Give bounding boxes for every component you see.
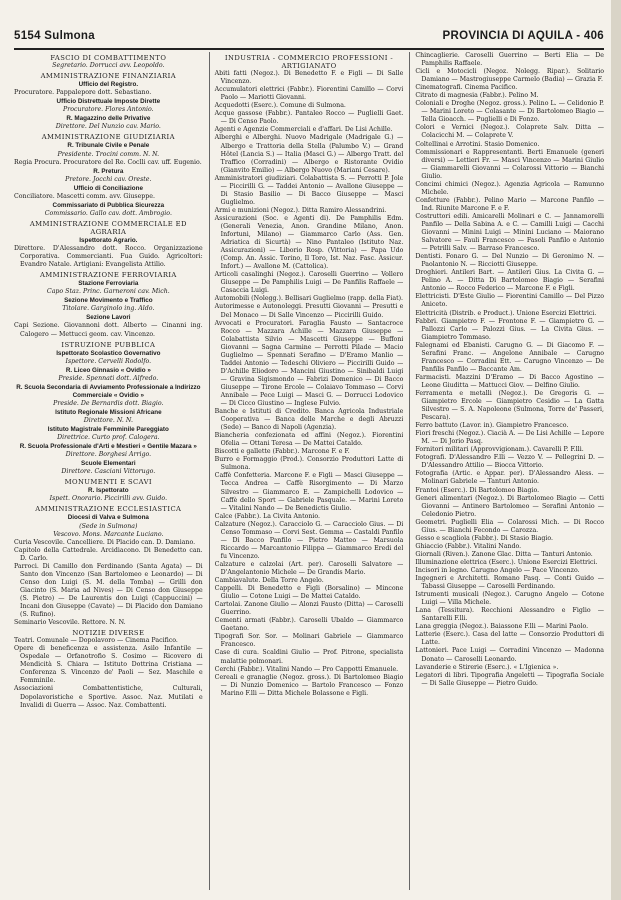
entry: Fabbri. Giampietro F. — Frontone F. — Giampietro G. — Pallozzi Carlo — Palozzi Gius. — La Civita Gius. — Giampietro Tommaso. bbox=[415, 317, 605, 341]
entry: Coltellinai e Arrotini. Stasio Domenico. bbox=[415, 140, 540, 148]
entry: Fornitori militari (Approvvigionam.). Cavarelli P. F.lli. bbox=[415, 446, 584, 454]
entry: Elettricisti. D'Este Giulio — Fiorentini Camillo — Del Pizzo Aniceto. bbox=[415, 293, 605, 309]
sub-heading: R. Pretura bbox=[93, 167, 124, 175]
entry: Cappelli. Di Benedetto e Figli (Borsalino) — Mincone Giulio — Cotone Luigi — De Mattei Cataldo. bbox=[214, 585, 404, 601]
entry: Vescovo. Mons. Marcante Luciano. bbox=[53, 530, 164, 538]
columns bbox=[14, 52, 604, 890]
entry: Associazioni Combattentistiche, Culturali, Dopolavoristiche e Sportive. Assoc. Naz. Mutilati e Invalidi di Guerra — Assoc. Naz. Combattenti. bbox=[14, 685, 203, 709]
entry: Generi alimentari (Negoz.). Di Bartolomeo Biagio — Cetti Giovanni — Antinero Bartolomeo — Serafini Antonio — Celedonio Pietro. bbox=[415, 494, 605, 518]
entry: Citrato di magnesia (Fabbr.). Pelino M. bbox=[415, 92, 539, 100]
entry: Abiti fatti (Negoz.). Di Benedetto F. e Figli — Di Salle Vincenzo. bbox=[214, 70, 404, 86]
entry: Segretario. Dorrucci avv. Leopoldo. bbox=[52, 62, 165, 70]
entry: Direttore. Casciani Vittorugo. bbox=[61, 468, 156, 476]
entry: Tipografi Sor. Sor. — Molinari Gabriele — Giammarco Francesco. bbox=[214, 633, 404, 649]
entry: Calce (Fabbr.). La Civita Antonio. bbox=[214, 512, 321, 520]
sub-heading: Istituto Regionale Missioni Africane bbox=[55, 408, 162, 416]
column-1 bbox=[14, 52, 203, 890]
entry: Procuratore. Flores Antonio. bbox=[63, 106, 154, 114]
entry: (Sede in Sulmona) bbox=[79, 522, 138, 530]
entry: Regia Procura. Procuratore del Re. Coclli cav. uff. Eugenio. bbox=[14, 158, 202, 166]
entry: Cinematografi. Cinema Pacifico. bbox=[415, 84, 518, 92]
sub-heading: Stazione Ferroviaria bbox=[78, 280, 139, 288]
entry: Droghieri. Antileri Bart. — Antileri Gius. La Civita G. — Pelino A. — Ditta Di Bartolomeo Biagio — Serafini Antonio — Rocco Federico — Marcone F. e Figli. bbox=[415, 269, 605, 293]
sub-heading: Ispettorato Scolastico Governativo bbox=[56, 349, 161, 357]
entry: Cambiavalute. Della Torre Angelo. bbox=[214, 577, 324, 585]
entry: Accumulatori elettrici (Fabbr.). Fiorentini Camillo — Corvi Paolo — Mariotti Giovanni. bbox=[214, 86, 404, 102]
entry: Pretore. Jocchi cav. Oreste. bbox=[65, 175, 152, 183]
sub-heading: R. Tribunale Civile e Penale bbox=[67, 142, 150, 150]
entry: Colori e Vernici (Negoz.). Colaprete Salv. Ditta — Colacicchi M. — Colaprete V. bbox=[415, 124, 605, 140]
sub-heading: R. Scuola Professionale d'Arti e Mestieri « Gentile Mazara » bbox=[19, 443, 197, 451]
entry: Lavanderie e Stirerie (Eserc.). « L'Igienica ». bbox=[415, 663, 559, 671]
entry: Capitolo della Cattedrale. Arcidiacono. Di Benedetto can. D. Carlo. bbox=[14, 546, 203, 562]
entry: Opere di beneficenza e assistenza. Asilo Infantile — Ospedale — Orfanotrofio S. Cosimo — Ricovero di Mendicità S. Chiara — Istituto Dottrina Cristiana — Conferenza S. Vincenzo de' Paoli — Sez. Maschile e Femminile. bbox=[14, 645, 203, 685]
entry: Falegnami ed Ebanisti. Carugno G. — Di Giacomo F. — Serafini Franc. — Angelone Annibale — Carugno Francesco — Corradini Ett. — Carugno Vincenzo — De Panfilis Panfilo — Baccante Am. bbox=[415, 341, 605, 373]
entry: Calzature e calzolai (Art. per). Caroselli Salvatore — D'Angelantonio Michele — De Grandis Mario. bbox=[214, 560, 404, 576]
entry: Incisori in legno. Carugno Angelo — Pace Vincenzo. bbox=[415, 567, 580, 574]
entry: Lattonieri. Pace Luigi — Corradini Vincenzo — Madonna Donato — Caroselli Leonardo. bbox=[415, 647, 605, 663]
entry: Legatori di libri. Tipografia Angeletti — Tipografia Sociale — Di Salle Giuseppe — Pietro Guido. bbox=[415, 671, 605, 687]
page-edge bbox=[611, 0, 621, 900]
sub-heading: Ispettorato Agrario. bbox=[79, 236, 138, 244]
entry: Cereali e granaglie (Negoz. gross.). Di Bartolomeo Biagio — Di Nunzio Domenico — Bartolo Francesco — Fonzo Marino F.lli — Ditta Michele Bolassone e Figli. bbox=[214, 673, 404, 697]
section-heading: AMMINISTRAZIONE GIUDIZIARIA bbox=[41, 133, 175, 142]
entry: Frantoi (Eserc.). Di Bartolomeo Biagio. bbox=[415, 486, 540, 494]
entry: Fiori freschi (Negoz.). Ciacià A. — De Lisi Achille — Lepore M. — Di Jorio Pasq. bbox=[415, 430, 605, 446]
sub-heading: R. Magazzino delle Privative bbox=[66, 115, 151, 123]
entry: Presidente. Trocini comm. N. N. bbox=[57, 150, 160, 158]
entry: Amministratori giudiziari. Colabattista S. — Perrotti P. Jole — Piccirilli G. — Taddei Antonio — Avallone Giuseppe — Di Stasio Basilio — Di Bacco Giuseppe — Masci Guglielmo. bbox=[214, 174, 404, 206]
sub-heading: Sezione Movimento e Traffico bbox=[64, 297, 153, 305]
sub-heading: Ufficio di Conciliazione bbox=[73, 184, 143, 192]
sub-heading: Scuole Elementari bbox=[81, 460, 136, 468]
section-heading: FASCIO DI COMBATTIMENTO bbox=[50, 54, 167, 62]
sub-heading: R. Ispettorato bbox=[88, 487, 129, 495]
entry: Latterie (Eserc.). Casa del latte — Consorzio Produttori di Latte. bbox=[415, 631, 605, 647]
entry: Commissario. Gallo cav. dott. Ambrogio. bbox=[44, 209, 172, 217]
entry: Cementi armati (Fabbr.). Caroselli Ubaldo — Giammarco Gaetano. bbox=[214, 617, 404, 633]
entry: Dentisti. Fonaro G. — Del Nunzio — Di Geronimo N. — Paolantonio N. — Ricciotti Giuseppe. bbox=[415, 253, 605, 269]
entry: Articoli casalinghi (Negoz.). Caroselli Guerrino — Vollero Giuseppe — De Pamphilis Luigi — De Panfilis Raffaele — Casaccia Luigi. bbox=[214, 271, 404, 295]
entry: Biancheria confezionata ed affini (Negoz.). Fiorentini Ofelia — Ottani Teresa — De Mattei Cataldo. bbox=[214, 432, 404, 448]
entry: Biscotti e gallette (Fabbr.). Marcone F. e F. bbox=[214, 448, 350, 456]
section-heading: AMMINISTRAZIONE COMMERCIALE ED AGRARIA bbox=[29, 219, 187, 236]
entry: Automobili (Nolegg.). Bellisari Guglielmo (rapp. della Fiat). bbox=[214, 295, 404, 303]
entry: Acquedotti (Eserc.). Comune di Sulmona. bbox=[214, 102, 346, 110]
sub-heading: Ufficio Distrettuale Imposte Dirette bbox=[56, 98, 161, 106]
entry: Lana (Tessitura). Recchioni Alessandro e Figlio — Santarelli F.lli. bbox=[415, 607, 605, 623]
entry: Chincaglierie. Caroselli Guerrino — Berti Elia — De Pamphilis Raffaele. bbox=[415, 52, 605, 68]
sub-heading: R. Liceo Ginnasio « Ovidio » bbox=[65, 366, 151, 374]
entry: Teatri. Comunale — Dopolavoro — Cinema Pacifico. bbox=[14, 637, 178, 645]
section-heading: ISTRUZIONE PUBBLICA bbox=[61, 340, 156, 349]
entry: Coloniali e Droghe (Negoz. gross.). Pelino L. — Celidonio P. — Marini Loreto — Colasante — Di Bartolomeo Biagio — Tella Gioacch. — Puglielli e Di Fonzo. bbox=[415, 100, 605, 124]
page-header bbox=[14, 28, 604, 50]
entry: Preside. De Bernardis dott. Biagio. bbox=[53, 399, 164, 407]
entry: Direttrice. Curto prof. Calogera. bbox=[57, 434, 160, 442]
entry: Agenti e Agenzie Commerciali e d'affari. De Lisi Achille. bbox=[214, 126, 393, 134]
entry: Lana greggia (Negoz.). Baiassone F.lli — Marini Paolo. bbox=[415, 623, 589, 631]
entry: Ferro battuto (Lavor. in). Giampietro Francesco. bbox=[415, 422, 569, 430]
section-heading: MONUMENTI E SCAVI bbox=[64, 478, 153, 487]
entry: Alberghi e Alberghi. Nuovo Madrigale (Madrigale G.) — Albergo e Trattoria della Stella (Palumbo V.) — Grand Hôtel (Lancia S.) — Italia (Masci G.) — Albergo Tratt. del Traffico (Corradini) — Albergo e Ristorante Ovidio (Gianvito Emilio) — Albergo Nuovo (Mariani Cesare). bbox=[214, 134, 404, 174]
sub-heading: Ufficio del Registro. bbox=[78, 81, 139, 89]
entry: Ingegneri e Architetti. Romano Pasq. — Conti Guido — Tabassi Giuseppe — Caroselli Ferdinando. bbox=[415, 575, 605, 591]
entry: Case di cura. Scaldini Giulio — Prof. Pitrone, specialista malattie polmonari. bbox=[214, 649, 404, 665]
entry: Parroci. Di Camillo don Ferdinando (Santa Agata) — Di Santo don Vincenzo (San Bartolomeo e Leonardo) — Di Censo don Luigi (S. M. della Tomba) — Grilli don Giacinto (S. Maria ad Nives) — Di Censo don Giuseppe (S. Pietro) — De Laurentis don Luigi (Cappuccini) — Incani don Giuseppe (Cavate) — Di Placido don Damiano (S. Rufino). bbox=[14, 562, 203, 619]
sub-heading: Commissariato di Pubblica Sicurezza bbox=[52, 201, 165, 209]
sub-heading: Istituto Magistrale Femminile Pareggiato bbox=[47, 426, 169, 434]
entry: Fotografi. D'Alessandro F.lli — Vezzo V. — Pellegrini D. — D'Alessandro Attilio — Biocca Vittorio. bbox=[415, 454, 605, 470]
entry: Burro e Formaggio (Prod.). Consorzio Produttori Latte di Sulmona. bbox=[214, 456, 404, 472]
entry: Seminario Vescovile. Rettore. N. N. bbox=[14, 619, 126, 627]
entry: Cartolai. Zanone Giulio — Alonzi Fausto (Ditta) — Caroselli Guerrino. bbox=[214, 601, 404, 617]
entry: Direttore. N. N. bbox=[83, 416, 133, 424]
entry: Istrumenti musicali (Negoz.). Carugno Angelo — Cotone Luigi — Villa Michele. bbox=[415, 591, 605, 607]
entry: Gesso e scagliola (Fabbr.). Di Stasio Biagio. bbox=[415, 534, 553, 542]
section-heading: AMMINISTRAZIONE FERROVIARIA bbox=[39, 271, 177, 280]
entry: Confetture (Fabbr.). Pelino Mario — Marcone Panfilo — Ind. Riunite Marcone F. e F. bbox=[415, 196, 605, 212]
entry: Curia Vescovile. Cancelliere. Di Placido can. D. Damiano. bbox=[14, 538, 196, 546]
entry: Ispett. Onorario. Piccirilli avv. Guido. bbox=[49, 495, 168, 503]
entry: Direttore. D'Alessandro dott. Rocco. Organizzazione Corporativa. Commercianti. Fua Guido. Agricoltori: Evandro Natale. Artigiani: Evangelista Attilio. bbox=[14, 245, 203, 269]
entry: Armi e munizioni (Negoz.). Ditta Ramiro Alessandrini. bbox=[214, 206, 387, 214]
entry: Illuminazione elettrica (Eserc.). Unione Esercizi Elettrici. bbox=[415, 558, 598, 566]
entry: Conciliatore. Mascetti comm. avv. Giuseppe. bbox=[14, 192, 155, 200]
entry: Assicurazioni (Soc. e Agenti di). De Pamphilis Edm. (Generali Venezia, Anon. Grandine Milano, Anon. Infortuni, Milano) — Giammarco Carlo (Ass. Gen. Adriatica di Sicurtà) — Nino Pantaleo (Istituto Naz. Assicurazioni) — Liborio Rosp. (Vittoria) — Papa Udo (Comp. An. Assic. Torino, Il Toro, Ist. Naz. Fasc. Assicur. Infort.) — Avallone M. (Cattolica). bbox=[214, 214, 404, 271]
entry: Caffè Confetteria. Marcone F. e Figli — Masci Giuseppe — Tecca Andrea — Caffè Risorgimento — Di Marzo Silvestro — Giammarco E. — Zampichelli Lodovico — Caffè dello Sport — Gabriele Pasquale. — Marini Loreto — Vitalini Nando — De Benedictis Giulio. bbox=[214, 472, 404, 512]
entry: Elettricità (Distrib. e Product.). Unione Esercizi Elettrici. bbox=[415, 309, 597, 317]
column-2 bbox=[209, 52, 404, 890]
entry: Direttore. Borghesi Arrigo. bbox=[65, 451, 152, 459]
entry: Avvocati e Procuratori. Faraglia Fausto — Santacroce Rocco — Mazzara Achille — Mazzara Giuseppe — Colabattista Silvio — Mascetti Giuseppe — Buffoni Giovanni — Sagna Carmine — Perrotti Pilade — Macio Guglielmo — Spennati Serafino — D'Eramo Manlio — Taddei Antonio — Tedeschi Oliviero — Piccirilli Guido — D'Achille Eliodoro — Mancini Giustino — Sinibaldi Luigi — Gravina Sigismondo — Fabrizi Domenico — Di Bacco Giuseppe — Tirone Ercole — Colaiavo Tommaso — Corvi Annibale — Pece Luigi — Masci G. — Dorrucci Lodovico — Di Cicco Giustino — Inglese Fulvio. bbox=[214, 319, 404, 408]
entry: Ispettore. Cervelli Rodolfo. bbox=[65, 357, 152, 365]
page-header-right: PROVINCIA DI AQUILA - 406 bbox=[442, 30, 604, 42]
entry: Procuratore. Pappalepore dott. Sebastiano. bbox=[14, 89, 152, 97]
entry: Ghiaccio (Fabbr.). Vitalini Nando. bbox=[415, 542, 522, 550]
section-heading: INDUSTRIA - COMMERCIO PROFESSIONI - ARTIGIANATO bbox=[224, 54, 394, 71]
entry: Cerchi (Fabbr.). Vitalini Nando — Pro Cappotti Emanuele. bbox=[214, 665, 399, 673]
sub-heading: Diocesi di Valva e Sulmona bbox=[67, 514, 149, 522]
entry: Fotografia (Artic. e Appar. per). D'Alessandro Aless. — Molinari Gabriele — Tanturi Antonio. bbox=[415, 470, 605, 486]
page-number-left: 5154 Sulmona bbox=[14, 30, 95, 42]
entry: Giornali (Riven.). Zanone Glac. Ditta — Tanturi Antonio. bbox=[415, 550, 593, 558]
entry: Costruttori edili. Amicarelli Molinari e C. — Jannamorelli Panfilo — Della Sabina A. e C. — Camilli Luigi — Cacchi Giovanni — Minini Luigi — Minini Luciano — Maiorano Salvatore — Fauli Francesco — Fasoli Panfilo e Antonio — Petrilli Salv. — Barraso Francesco. bbox=[415, 212, 605, 253]
section-heading: AMMINISTRAZIONE ECCLESIASTICA bbox=[35, 505, 182, 514]
entry: Calzature (Negoz.). Caracciolo G. — Caracciolo Gius. — Di Censo Tommaso — Corvi Sest. Gemma — Castaldi Panfilo — Di Bacco Panfilo — Pietro Matteo — Marsuola Riccardo — Marcantonio Filippa — Giammarco Eredi del fu Vincenzo. bbox=[214, 520, 404, 560]
entry: Capo Staz. Princ. Garneroni cav. Mich. bbox=[46, 288, 170, 296]
entry: Concimi chimici (Negoz.). Agenzia Agricola — Ramunno Michele. bbox=[415, 180, 605, 196]
entry: Cicli e Motocicli (Negoz. Nolegg. Ripar.). Solitario Damiano — Mastrogiuseppe Carmelo (Badia) — Grazia F. bbox=[415, 68, 605, 84]
entry: Banche e Istituti di Credito. Banca Agricola Industriale Cooperativa — Banca delle Marche e degli Abruzzi (Sede) — Banco di Napoli (Agenzia). bbox=[214, 408, 404, 432]
entry: Capi Sezione. Giovannoni dott. Alberto — Cinanni ing. Calogero — Mettucci geom. cav. Vincenzo. bbox=[14, 322, 203, 338]
sub-heading: Sezione Lavori bbox=[86, 314, 131, 322]
sub-heading: R. Scuola Secondaria di Avviamento Professionale a Indirizzo Commerciale « Ovidio » bbox=[16, 383, 201, 399]
column-3 bbox=[409, 52, 604, 890]
section-heading: NOTIZIE DIVERSE bbox=[72, 629, 145, 638]
entry: Acque gassose (Fabbr.). Pantaleo Rocco — Puglielli Gaet. — Di Censo Paolo. bbox=[214, 110, 404, 126]
entry: Autorimesse e Autonoleggi. Presutti Giovanni — Presutti e Del Monaco — Di Salle Vincenzo — Piccirilli Guido. bbox=[214, 303, 404, 319]
entry: Ferramenta e metalli (Negoz.). De Gregoris G. — Giampietro Ercole — Giampietro Cesidio — La Gatta Silvestro — S. A. Napoleone (Sulmona, Torre de' Passeri, Pescara). bbox=[415, 389, 605, 422]
section-heading: AMMINISTRAZIONE FINANZIARIA bbox=[40, 72, 177, 81]
entry: Titolare. Garginolo ing. Aldo. bbox=[62, 305, 155, 313]
entry: Farmacisti. Mazzini D'Eramo — Di Bacco Agostino — Leone Giuditta — Mattucci Giov. — Delfino Giulio. bbox=[415, 373, 605, 389]
entry: Geometri. Puglielli Elia — Colarossi Mich. — Di Rocco Gius. — Bianchi Fecondo — Carozza. bbox=[415, 518, 605, 534]
entry: Commissionari e Rappresentanti. Berti Emanuele (generi diversi) — Lettieri Fr. — Masci Vincenzo — Marini Giulio — Giammarelli Giovanni — Colarossi Vittorio — Bianchi Giulio. bbox=[415, 148, 605, 180]
entry: Direttore. Del Nunzio cav. Mario. bbox=[55, 123, 161, 131]
entry: Preside. Spennati dott. Alfredo. bbox=[58, 374, 159, 382]
